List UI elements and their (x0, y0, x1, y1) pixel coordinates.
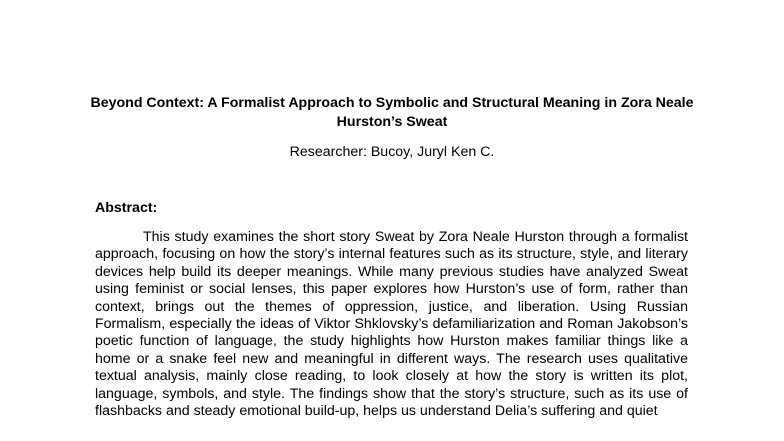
abstract-body: This study examines the short story Sweat by Zora Neale Hurston through a formalist approach, focusing on how the story’s internal features such as its structure, style, and literary devices help build its deeper meanings. While many previous studies have analyzed Sweat using feminist or social lenses, this paper explores how Hurston’s use of form, rather than context, brings out the themes of oppression, justice, and liberation. Using Russian Formalism, especially the ideas of Viktor Shklovsky’s defamiliarization and Roman Jakobson’s poetic function of language, the study highlights how Hurston makes familiar things like a home or a snake feel new and meaningful in different ways. The research uses qualitative textual analysis, mainly close reading, to look closely at how the story is written its plot, language, symbols, and style. The findings show that the story’s structure, such as its use of flashbacks and steady emotional build-up, helps us understand Delia’s suffering and quiet (95, 229, 688, 420)
abstract-heading: Abstract: (95, 200, 158, 216)
researcher-line: Researcher: Bucoy, Juryl Ken C. (289, 144, 495, 160)
paper-title: Beyond Context: A Formalist Approach to Symbolic and Structural Meaning in Zora Neale Hurston’s Sweat (90, 95, 694, 130)
